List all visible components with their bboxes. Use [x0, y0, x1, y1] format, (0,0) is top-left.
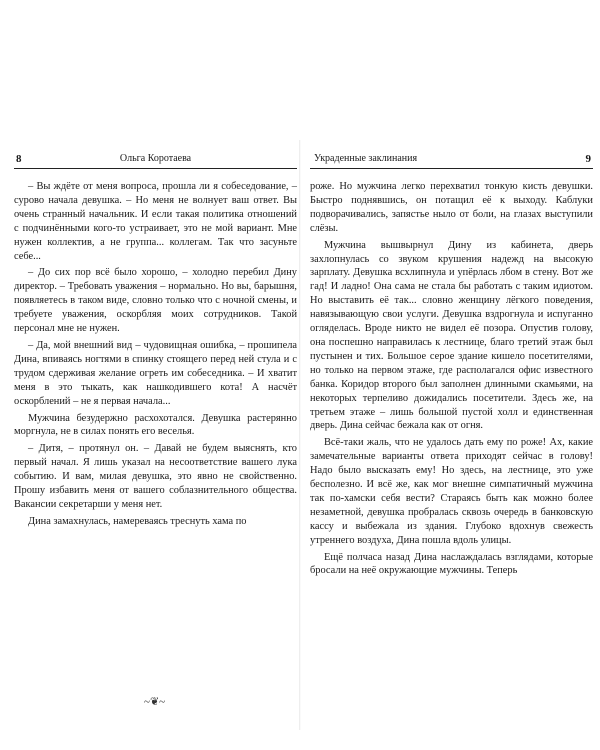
paragraph: Всё-таки жаль, что не удалось дать ему по роже! Ах, какие замечательные варианты ответа приходят сейчас в голову! Надо было высказать ему! Но здесь, на лестнице, это уже бесполезно. И всё же, как мог внешне симпатичный мужчина так по-хамски себя вести? Стараясь быть как можно более незаметной, девушка пробралась сквозь очередь в банковскую кассу и выбежала из здания. Глубоко вдохнув свежесть утреннего воздуха, Дина пошла вдоль улицы. [310, 437, 593, 546]
left-page-number: 8 [16, 153, 22, 165]
left-running-head: Ольга Коротаева [119, 153, 192, 164]
paragraph: Ещё полчаса назад Дина наслаждалась взглядами, которые бросали на неё окружающие мужчины. Теперь [310, 551, 593, 577]
right-running-head: Украденные заклинания [314, 153, 418, 164]
left-page-text [14, 180, 297, 532]
book-gutter [299, 140, 301, 730]
ornament-icon: ~❦~ [144, 696, 166, 708]
right-page-number: 9 [585, 153, 591, 165]
left-page-header [14, 150, 297, 169]
paragraph: – Да, мой внешний вид – чудовищная ошибка, – прошипела Дина, впиваясь ногтями в спинку стоящего перед ней стула и с трудом сдерживая желание огреть им собеседника. – И хватит меня в это тыкать, как нашкодившего кота! А насчёт оскорблений – не я первая начала... [14, 339, 297, 407]
paragraph: Мужчина безудержно расхохотался. Девушка растерянно моргнула, не в силах понять его веселья. [14, 412, 297, 438]
paragraph: Дина замахнулась, намереваясь треснуть хама по [28, 515, 247, 527]
left-page [14, 150, 297, 710]
paragraph: – Дитя, – протянул он. – Давай не будем выяснять, кто первый начал. Я лишь указал на несоответствие вашего лука событию. И вам, милая девушка, это явно не свойственно. Прошу избавить меня от вашего соблазнительного общества. Вакансии секретарши у меня нет. [14, 443, 297, 510]
right-page-header [310, 150, 593, 169]
right-page-text [310, 180, 593, 581]
right-page [310, 150, 593, 710]
paragraph: роже. Но мужчина легко перехватил тонкую кисть девушки. Быстро поднявшись, он потащил её к выходу. Каблуки подворачивались, запястье ныло от боли, на глазах выступили слёзы. [310, 181, 593, 234]
paragraph: – До сих пор всё было хорошо, – холодно перебил Дину директор. – Требовать уважения – нормально. Но вы, барышня, появляетесь в таком виде, словно только что с ночной смены, и требуете уважения, оскорбляя моих сотрудников. Такой персонал мне не нужен. [14, 267, 297, 335]
paragraph: – Вы ждёте от меня вопроса, прошла ли я собеседование, – сурово начала девушка. – Но меня не волнует ваш ответ. Вы очень странный начальник. И если такая политика отношений с подчинёнными кого-то устраивает, это не мой вариант. Мне нужен коллектив, а не группа... коллегам. Так что засуньте себе... [14, 181, 297, 262]
paragraph: Мужчина вышвырнул Дину из кабинета, дверь захлопнулась со звуком крушения надежд на высокую зарплату. Девушка всхлипнула и упёрлась лбом в стену. Вот же гад! И ладно! Она сама не стала бы работать с таким идиотом. Но выставить её так... словно женщину лёгкого поведения, навязывающую свои услуги. Девушка вздрогнула и испуганно огляделась. Вроде никто не видел её позора. Опустив голову, она поспешно направилась к лестнице, благо третий этаж был пустынен и тих. Большое серое здание кишело посетителями, но только на первом этаже, где располагался офис известного банка. Коридор второго был заполнен длинными скамьями, на некоторых терпеливо дожидались посетители. Здесь же, на третьем этаже – лишь большой пустой холл и единственная дверь. Дина сейчас бежала как от огня. [310, 239, 593, 432]
